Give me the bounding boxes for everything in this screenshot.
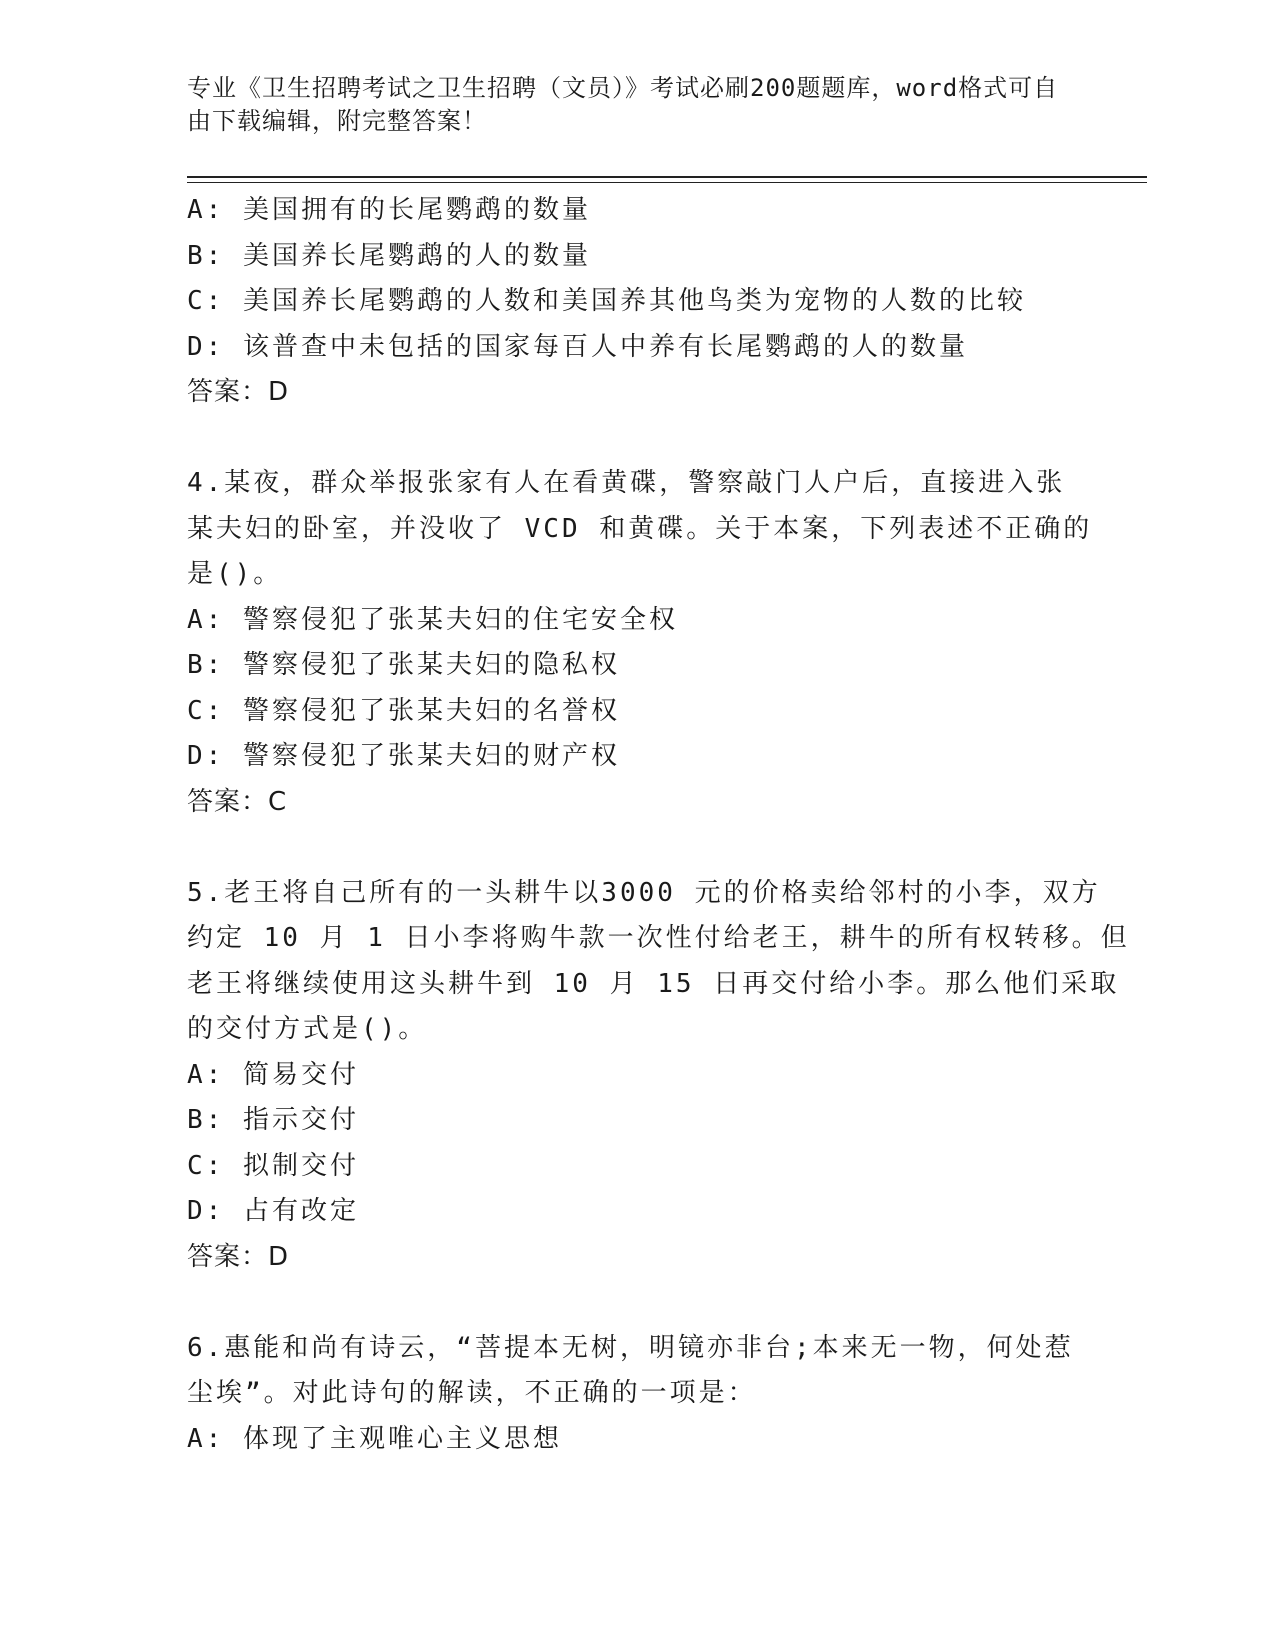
question-stem-line: 是()。 (187, 559, 283, 589)
question-stem-line: 某夫妇的卧室，并没收了 VCD 和黄碟。关于本案，下列表述不正确的 (187, 513, 1093, 544)
option-b: B: 警察侵犯了张某夫妇的隐私权 (187, 650, 620, 680)
header-rule-thin (187, 182, 1147, 183)
option-d: D: 该普查中未包括的国家每百人中养有长尾鹦鹉的人的数量 (187, 331, 968, 362)
answer: 答案：D (187, 1241, 290, 1272)
option-d: D: 占有改定 (187, 1196, 359, 1226)
question-stem-line: 老王将继续使用这头耕牛到 10 月 15 日再交付给小李。那么他们采取 (187, 968, 1120, 999)
option-d: D: 警察侵犯了张某夫妇的财产权 (187, 741, 620, 771)
option-a: A: 体现了主观唯心主义思想 (187, 1423, 562, 1454)
question-stem-line: 的交付方式是()。 (187, 1014, 428, 1044)
spacer (187, 416, 1067, 462)
question-4 (187, 461, 1093, 825)
question-stem-line: 约定 10 月 1 日小李将购牛款一次性付给老王，耕牛的所有权转移。但 (187, 923, 1130, 953)
option-a: A: 简易交付 (187, 1059, 359, 1090)
option-c: C: 警察侵犯了张某夫妇的名誉权 (187, 695, 620, 726)
document-header (187, 72, 1087, 138)
option-c: C: 拟制交付 (187, 1150, 359, 1181)
question-stem-line: 6.惠能和尚有诗云，“菩提本无树，明镜亦非台;本来无一物，何处惹 (187, 1332, 1074, 1363)
option-c: C: 美国养长尾鹦鹉的人数和美国养其他鸟类为宠物的人数的比较 (187, 286, 1026, 316)
answer: 答案：D (187, 377, 290, 407)
question-stem-line: 4.某夜，群众举报张家有人在看黄碟，警察敲门人户后，直接进入张 (187, 468, 1066, 498)
header-rule-thick (187, 176, 1147, 178)
header-line-2: 由下载编辑，附完整答案！ (187, 107, 487, 135)
question-6 (187, 1326, 1074, 1463)
answer: 答案：C (187, 786, 288, 817)
question-stem-line: 5.老王将自己所有的一头耕牛以3000 元的价格卖给邻村的小李，双方 (187, 877, 1101, 908)
option-a: A: 警察侵犯了张某夫妇的住宅安全权 (187, 604, 678, 635)
question-3 (187, 188, 1067, 416)
option-b: B: 指示交付 (187, 1105, 359, 1135)
spacer (187, 825, 1067, 871)
question-content (187, 188, 1130, 1462)
question-stem-line: 尘埃”。对此诗句的解读，不正确的一项是： (187, 1378, 757, 1408)
spacer (187, 1280, 1067, 1326)
question-5 (187, 871, 1130, 1281)
option-a: A: 美国拥有的长尾鹦鹉的数量 (187, 195, 591, 225)
header-line-1: 专业《卫生招聘考试之卫生招聘（文员）》考试必刷200题题库，word格式可自 (187, 74, 1059, 102)
option-b: B: 美国养长尾鹦鹉的人的数量 (187, 240, 591, 271)
